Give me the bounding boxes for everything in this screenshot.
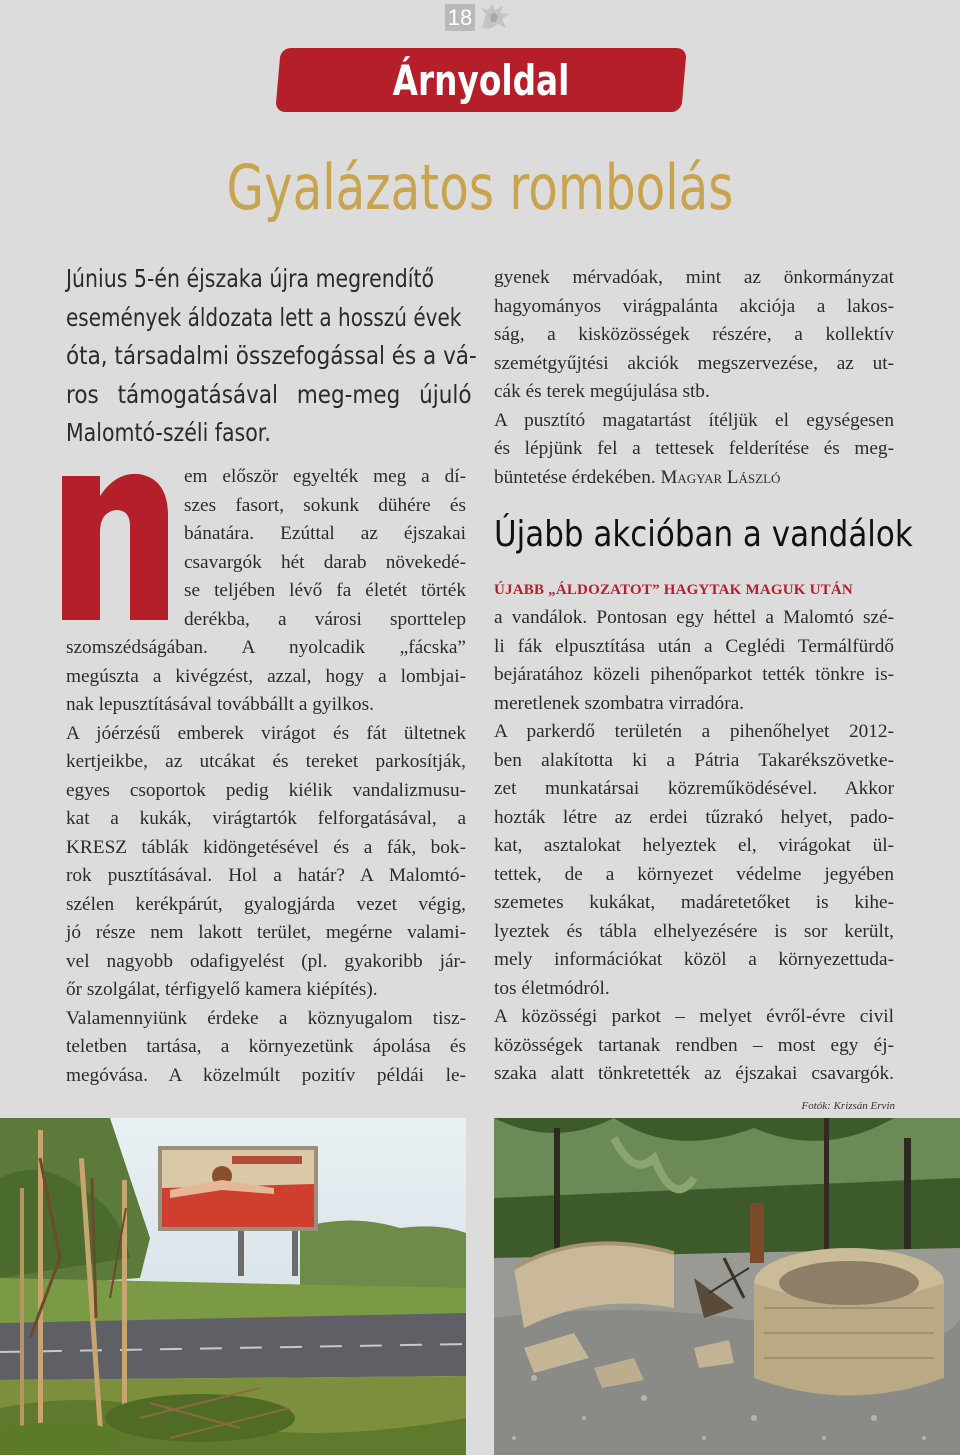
text-line: szomszédságában. A nyolcadik „fácska” bbox=[66, 637, 466, 658]
text-line: kat a kukák, virágtartók felforgatásával, a bbox=[66, 808, 466, 829]
text-line: szemetes kukákat, madáretetőket is kihe- bbox=[494, 892, 894, 913]
text-line: tettek, de a környezet védelme jegyében bbox=[494, 863, 894, 885]
lead-line: Június 5-én éjszaka újra megrendítő bbox=[66, 264, 435, 293]
text-line-end: büntetése érdekében. bbox=[494, 466, 656, 488]
text-line: A pusztító magatartást ítéljük el egységesen bbox=[494, 409, 894, 431]
text-line: gyenek mérvadóak, mint az önkormányzat bbox=[494, 267, 894, 288]
text-line: kertjeikbe, az utcákat és tereket parkosítják, bbox=[66, 751, 466, 772]
text-line: zet munkatársai közreműködésével. Akkor bbox=[494, 778, 894, 799]
lead-line: események áldozata lett a hosszú évek bbox=[66, 302, 462, 332]
text-line: kat, asztalokat helyeztek el, virágokat ül- bbox=[494, 835, 894, 856]
right-column-bottom bbox=[494, 604, 894, 1089]
text-line: megóvása. A közelmúlt pozitív példái le- bbox=[66, 1064, 466, 1086]
right-column-top bbox=[494, 264, 894, 492]
text-line: A parkerdő területén a pihenőhelyet 2012- bbox=[494, 721, 894, 742]
text-line: közösségek tartanak rendben – most egy éj- bbox=[494, 1034, 894, 1056]
text-line: derékba, a városi sporttelep bbox=[184, 608, 466, 630]
text-line: se teljében lévő fa életét törték bbox=[184, 580, 466, 601]
text-line: KRESZ táblák kidöngetésével és a fák, bok- bbox=[66, 836, 466, 858]
lead-line: óta, társadalmi összefogással és a vá- bbox=[66, 341, 477, 370]
text-line: hozták létre az erdei tűzrakó helyet, pado- bbox=[494, 806, 894, 828]
text-line: A közösségi parkot – melyet évről-évre civil bbox=[494, 1006, 894, 1027]
text-line: nak lepusztításával továbbállt a gyilkos. bbox=[66, 694, 374, 715]
text-line: őr szolgálat, térfigyelő kamera kiépítés). bbox=[66, 979, 378, 1000]
text-line: ben alakította ki a Pátria Takarékszövetke- bbox=[494, 749, 894, 771]
text-line: lyeztek és tábla elhelyezésére is sor került, bbox=[494, 920, 894, 942]
text-line: egyes csoportok pedig kiélik vandalizmusu- bbox=[66, 779, 466, 801]
photo-broken-trees bbox=[0, 1118, 466, 1455]
lead-line: Malomtó-széli fasor. bbox=[66, 418, 271, 447]
text-line: és lépjünk fel a tettesek felderítése és meg- bbox=[494, 438, 894, 459]
left-column-wrap bbox=[184, 463, 466, 634]
page-number: 18 bbox=[445, 4, 475, 31]
text-line: mely információkat közöl a környezettuda- bbox=[494, 949, 894, 970]
text-line bbox=[494, 464, 894, 493]
text-line: szélen kerékpárút, gyalogjárda vezet végig, bbox=[66, 893, 466, 915]
text-line: bánatára. Ezúttal az éjszakai bbox=[184, 523, 466, 544]
text-line: hagyományos virágpalánta akciója a lakos- bbox=[494, 295, 894, 317]
author-name: Magyar László bbox=[660, 466, 781, 488]
second-headline: Újabb akcióban a vandálok bbox=[494, 514, 913, 555]
page-logo-icon bbox=[478, 2, 512, 32]
text-line: szes fasort, sokunk dühére és bbox=[184, 494, 466, 516]
text-line: teletben tartása, a környezetünk ápolása és bbox=[66, 1036, 466, 1057]
section-title: Árnyoldal bbox=[392, 56, 570, 105]
second-kicker: ÚJABB „ÁLDOZATOT” HAGYTAK MAGUK UTÁN bbox=[494, 582, 853, 598]
photo-destroyed-park bbox=[494, 1118, 960, 1455]
text-line: jó része nem lakott terület, megérne valami- bbox=[66, 922, 466, 943]
text-line: cák és terek megújulása stb. bbox=[494, 381, 710, 402]
photo-credit: Fotók: Krizsán Ervin bbox=[801, 1100, 895, 1112]
text-line: szemétgyűjtési akciók megszervezése, az ut- bbox=[494, 352, 894, 374]
text-line: megúszta a kivégzést, azzal, hogy a lombjai- bbox=[66, 665, 466, 687]
left-column-body bbox=[66, 634, 466, 1090]
text-line: vel nagyobb odafigyelést (pl. gyakoribb jár- bbox=[66, 950, 466, 972]
text-line: em először egyelték meg a dí- bbox=[184, 466, 466, 487]
text-line: a vandálok. Pontosan egy héttel a Malomtó szé- bbox=[494, 607, 894, 628]
article-lead bbox=[66, 260, 477, 453]
text-line: ság, a kisközösségek részére, a kollektív bbox=[494, 324, 894, 345]
text-line: meretlenek szombatra virradóra. bbox=[494, 692, 744, 714]
text-line: bejáratához közeli pihenőparkot tették tönkre is- bbox=[494, 664, 894, 685]
drop-cap bbox=[60, 470, 170, 622]
text-line: tos életmódról. bbox=[494, 977, 610, 999]
text-line: rok pusztításával. Hol a határ? A Malomtó- bbox=[66, 865, 466, 886]
text-line: csavargók hét darab növekedé- bbox=[184, 551, 466, 573]
text-line: Valamennyiünk érdeke a köznyugalom tisz- bbox=[66, 1007, 466, 1029]
article-headline: Gyalázatos rombolás bbox=[226, 151, 734, 224]
text-line: A jóérzésű emberek virágot és fát ültetnek bbox=[66, 722, 466, 744]
text-line: szaka alatt tönkretették az éjszakai csavargók. bbox=[494, 1063, 894, 1084]
text-line: li fák elpusztítása után a Ceglédi Termálfürdő bbox=[494, 635, 894, 657]
lead-line: ros támogatásával meg-meg újuló bbox=[66, 379, 472, 409]
